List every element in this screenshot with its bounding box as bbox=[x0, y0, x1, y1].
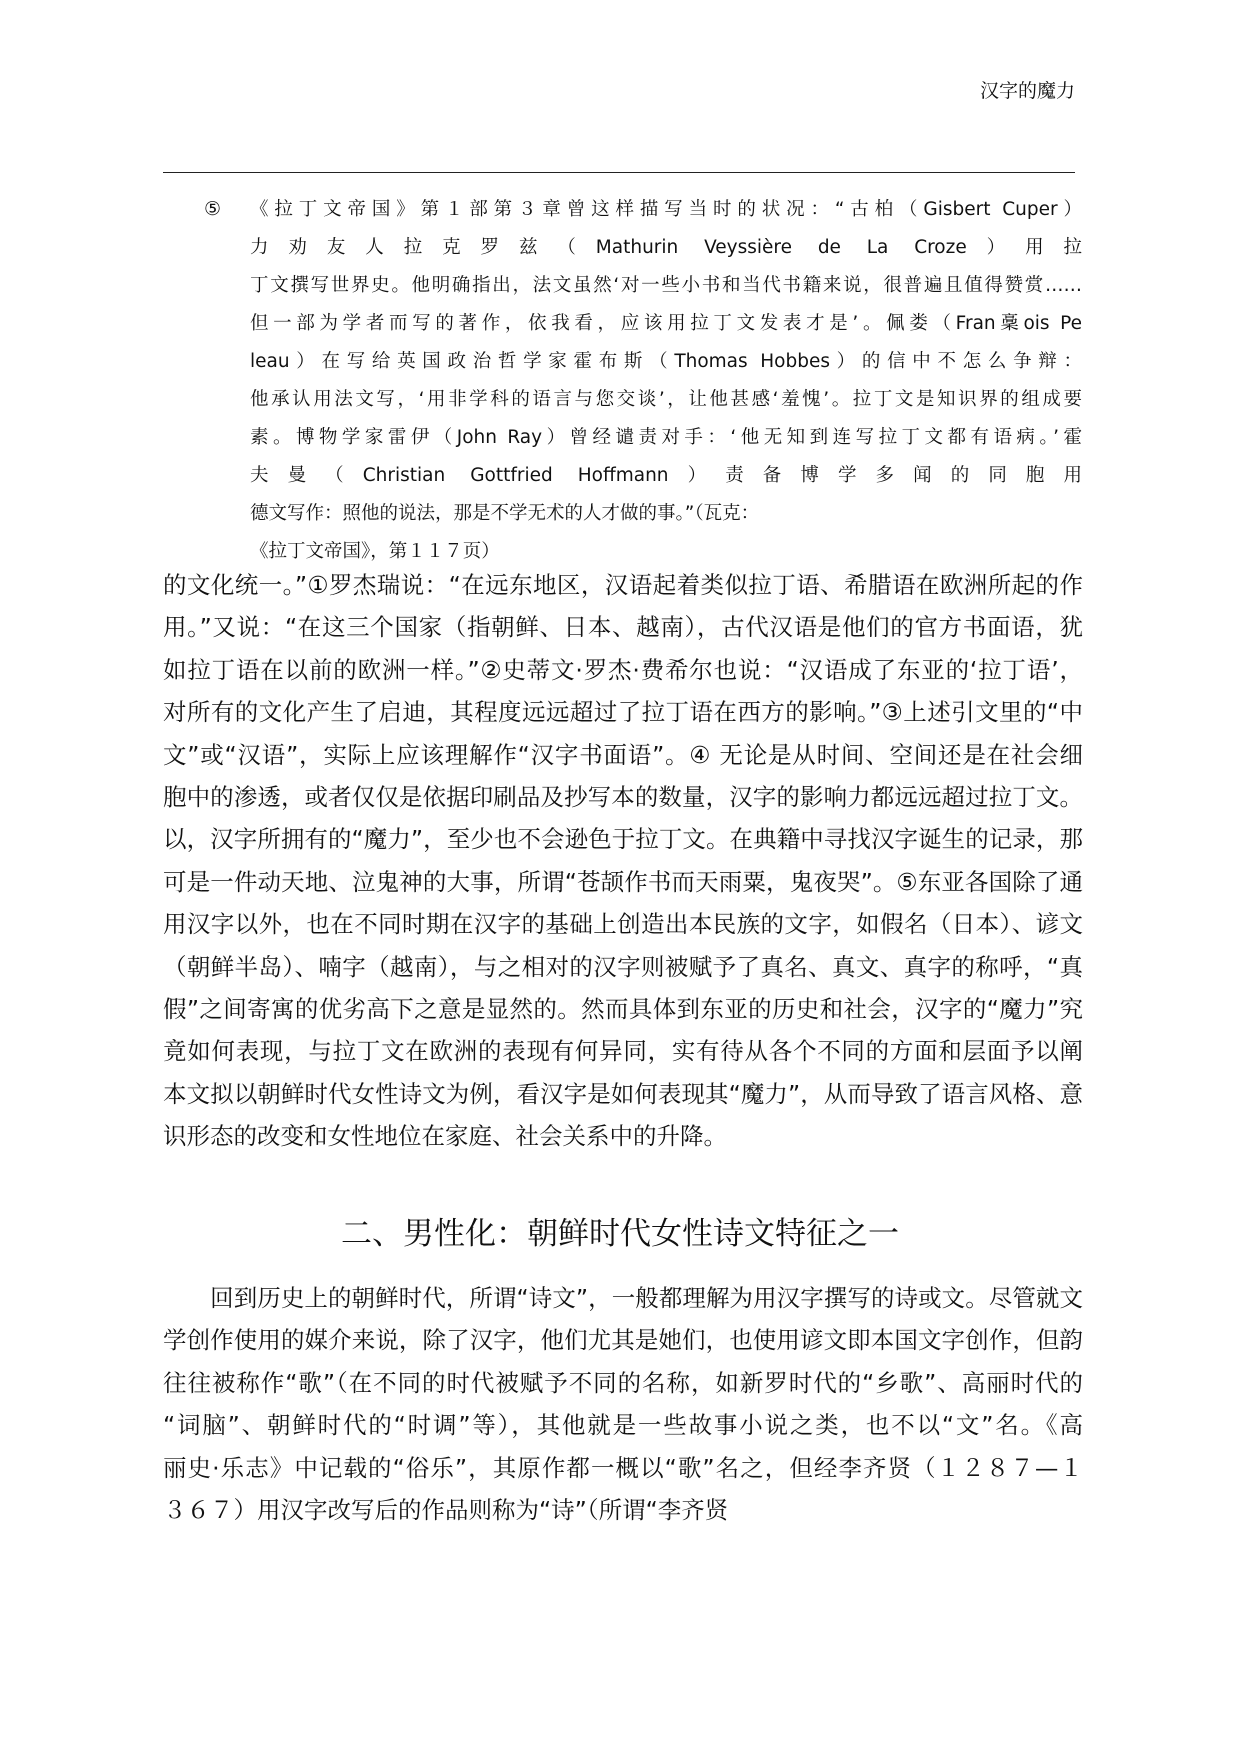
text-line: 丁文撰写世界史。他明确指出，法文虽然‘对一些小书和当代书籍来说，很普遍且值得赞赏…… bbox=[250, 275, 1082, 296]
text-line: 用汉字以外，也在不同时期在汉字的基础上创造出本民族的文字，如假名（日本）、谚文 bbox=[163, 910, 1083, 939]
text-line: 竟如何表现，与拉丁文在欧洲的表现有何异同，实有待从各个不同的方面和层面予以阐 bbox=[163, 1037, 1083, 1066]
text-line: 《拉丁文帝国》，第１１７页） bbox=[250, 541, 500, 562]
text-line: 素。博物学家雷伊（John Ray）曾经谴责对手：‘他无知到连写拉丁文都有语病。’霍 bbox=[250, 427, 1082, 448]
text-line: 以，汉字所拥有的“魔力”，至少也不会逊色于拉丁文。在典籍中寻找汉字诞生的记录，那 bbox=[163, 825, 1083, 854]
text-line: 的文化统一。”①罗杰瑞说：“在远东地区，汉语起着类似拉丁语、希腊语在欧洲所起的作 bbox=[163, 571, 1083, 599]
text-line: 可是一件动天地、泣鬼神的大事，所谓“苍颉作书而天雨粟，鬼夜哭”。⑤东亚各国除了通 bbox=[163, 867, 1083, 896]
text-line: 如拉丁语在以前的欧洲一样。”②史蒂文·罗杰·费希尔也说：“汉语成了东亚的‘拉丁语’， bbox=[163, 655, 1083, 684]
text-line: 夫曼（Christian Gottfried Hoffmann）责备博学多闻的同胞用 bbox=[250, 465, 1082, 486]
text-line: “词脑”、朝鲜时代的“时调”等），其他就是一些故事小说之类，也不以“文”名。《高 bbox=[163, 1411, 1083, 1440]
text-line: 但一部为学者而写的著作，依我看，应该用拉丁文发表才是’。佩娄（Fran稾ois Pe bbox=[250, 313, 1082, 334]
text-line: 往往被称作“歌”（在不同的时代被赋予不同的名称，如新罗时代的“乡歌”、高丽时代的 bbox=[163, 1368, 1083, 1397]
text-line: 识形态的改变和女性地位在家庭、社会关系中的升降。 bbox=[163, 1122, 727, 1151]
text-line: 用。”又说：“在这三个国家（指朝鲜、日本、越南），古代汉语是他们的官方书面语，犹 bbox=[163, 613, 1083, 642]
text-line: 德文写作：照他的说法，那是不学无术的人才做的事。”（瓦克： bbox=[250, 503, 760, 524]
text-line: 丽史·乐志》中记载的“俗乐”，其原作都一概以“歌”名之，但经李齐贤（１２８７—１ bbox=[163, 1453, 1083, 1482]
footnote-marker: ⑤ bbox=[204, 198, 222, 220]
header-divider bbox=[163, 172, 1075, 173]
text-line: ３６７）用汉字改写后的作品则称为“诗”（所谓“李齐贤 bbox=[163, 1496, 729, 1524]
text-line: 回到历史上的朝鲜时代，所谓“诗文”，一般都理解为用汉字撰写的诗或文。尽管就文 bbox=[163, 1284, 1083, 1312]
text-line: （朝鲜半岛）、喃字（越南），与之相对的汉字则被赋予了真名、真文、真字的称呼，“真 bbox=[163, 952, 1083, 981]
text-line: 文”或“汉语”，实际上应该理解作“汉字书面语”。④ 无论是从时间、空间还是在社会细 bbox=[163, 740, 1083, 769]
text-line: 对所有的文化产生了启迪，其程度远远超过了拉丁语在西方的影响。”③上述引文里的“中 bbox=[163, 698, 1083, 727]
text-line: 假”之间寄寓的优劣高下之意是显然的。然而具体到东亚的历史和社会，汉字的“魔力”究 bbox=[163, 995, 1083, 1023]
text-line: 本文拟以朝鲜时代女性诗文为例，看汉字是如何表现其“魔力”，从而导致了语言风格、意 bbox=[163, 1079, 1083, 1108]
running-header: 汉字的魔力 bbox=[979, 80, 1075, 102]
section-heading: 二、男性化：朝鲜时代女性诗文特征之一 bbox=[341, 1216, 899, 1252]
text-line: 胞中的渗透，或者仅仅是依据印刷品及抄写本的数量，汉字的影响力都远远超过拉丁文。 bbox=[163, 783, 1083, 811]
text-line: 《拉丁文帝国》第１部第３章曾这样描写当时的状况：“古柏（Gisbert Cuper） bbox=[250, 199, 1082, 220]
text-line: 力劝友人拉克罗兹（Mathurin Veyssière de La Croze）用拉 bbox=[250, 237, 1082, 258]
text-line: leau）在写给英国政治哲学家霍布斯（Thomas Hobbes）的信中不怎么争辩： bbox=[250, 351, 1082, 372]
text-line: 他承认用法文写，‘用非学科的语言与您交谈’，让他甚感‘羞愧’。拉丁文是知识界的组成要 bbox=[250, 389, 1082, 410]
text-line: 学创作使用的媒介来说，除了汉字，他们尤其是她们，也使用谚文即本国文字创作，但韵 bbox=[163, 1326, 1083, 1355]
